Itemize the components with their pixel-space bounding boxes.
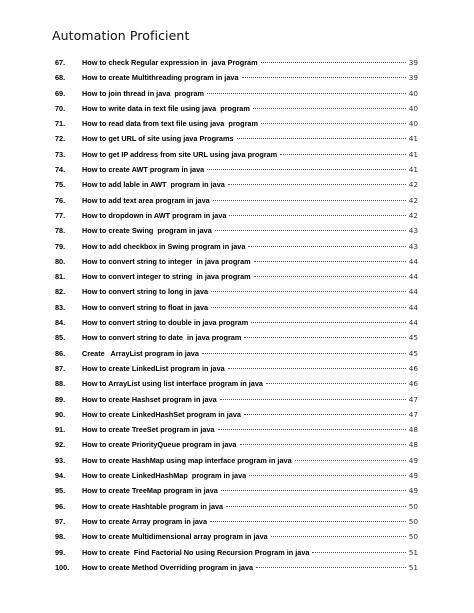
dot-leader [256, 567, 406, 568]
toc-entry-number: 95. [55, 486, 66, 496]
dot-leader [211, 307, 406, 308]
toc-entry[interactable] [0, 514, 474, 529]
dot-leader [228, 184, 406, 185]
toc-entry-line [82, 208, 418, 223]
toc-entry[interactable] [0, 55, 474, 70]
dot-leader [210, 521, 406, 522]
toc-entry-title[interactable]: How to create Multithreading program in java [82, 73, 239, 83]
toc-entry[interactable] [0, 545, 474, 560]
toc-entry-page-number: 51 [408, 562, 418, 572]
toc-entry-line [82, 55, 418, 70]
dot-leader [266, 383, 406, 384]
toc-entry-page-number: 43 [408, 226, 418, 236]
toc-entry-page-number: 48 [408, 425, 418, 435]
toc-entry[interactable] [0, 193, 474, 208]
toc-entry-number: 82. [55, 287, 66, 297]
toc-entry-title[interactable]: How to create Method Overriding program in java [82, 562, 254, 572]
toc-entry-page-number: 44 [408, 272, 418, 282]
toc-entry-page-number: 49 [408, 486, 418, 496]
toc-entry-line [82, 269, 418, 284]
toc-entry-page-number: 47 [408, 409, 418, 419]
toc-entry-title[interactable]: How to convert string to date in java program [82, 333, 242, 343]
toc-entry-title[interactable]: How to get IP address from site URL using java program [82, 149, 278, 159]
toc-entry[interactable] [0, 223, 474, 238]
toc-entry-line [82, 223, 418, 238]
toc-entry-title[interactable]: How to convert string to float in java [82, 302, 209, 312]
toc-entry[interactable] [0, 346, 474, 361]
toc-entry-title[interactable]: How to convert string to integer in java program [82, 256, 251, 266]
toc-entry-number: 79. [55, 241, 66, 251]
toc-entry-title[interactable]: How to read data from text file using java program [82, 119, 258, 129]
toc-entry-page-number: 41 [408, 165, 418, 175]
toc-entry-line [82, 361, 418, 376]
toc-entry-title[interactable]: How to create Array program in java [82, 516, 208, 526]
toc-entry[interactable] [0, 407, 474, 422]
toc-entry-number: 67. [55, 58, 66, 67]
toc-entry-page-number: 48 [408, 440, 418, 450]
toc-entry-line [82, 529, 418, 544]
toc-entry[interactable] [0, 284, 474, 299]
toc-entry-title[interactable]: How to create Hashset program in java [82, 394, 217, 404]
toc-entry-line [82, 545, 418, 560]
dot-leader [254, 276, 406, 277]
toc-entry-line [82, 147, 418, 162]
toc-entry-page-number: 45 [408, 333, 418, 343]
toc-entry-number: 96. [55, 501, 66, 511]
toc-entry-number: 68. [55, 73, 66, 83]
toc-entry-title[interactable]: How to dropdown in AWT program in java [82, 210, 227, 220]
toc-entry[interactable] [0, 147, 474, 162]
toc-entry-title[interactable]: How to create Swing program in java [82, 226, 212, 236]
toc-entry-number: 87. [55, 363, 66, 373]
toc-entry-number: 91. [55, 425, 66, 435]
toc-entry-line [82, 407, 418, 422]
dot-leader [218, 429, 406, 430]
toc-entry-page-number: 51 [408, 547, 418, 557]
toc-entry-page-number: 41 [408, 149, 418, 159]
toc-entry-number: 97. [55, 516, 66, 526]
toc-entry-number: 71. [55, 119, 66, 129]
dot-leader [251, 322, 405, 323]
toc-entry-line [82, 514, 418, 529]
toc-entry[interactable] [0, 269, 474, 284]
dot-leader [244, 337, 405, 338]
toc-entry-page-number: 44 [408, 318, 418, 328]
dot-leader [215, 230, 406, 231]
toc-entry-page-number: 40 [408, 119, 418, 129]
toc-entry-number: 77. [55, 210, 66, 220]
toc-entry-line [82, 86, 418, 101]
dot-leader [237, 138, 406, 139]
toc-entry-number: 92. [55, 440, 66, 450]
toc-entry-page-number: 44 [408, 302, 418, 312]
toc-entry[interactable] [0, 300, 474, 315]
toc-entry[interactable] [0, 131, 474, 146]
toc-entry[interactable] [0, 70, 474, 85]
dot-leader [226, 506, 406, 507]
toc-entry-page-number: 47 [408, 394, 418, 404]
toc-entry-number: 84. [55, 318, 66, 328]
toc-entry-page-number: 50 [408, 532, 418, 542]
toc-entry-title[interactable]: How to convert string to double in java program [82, 318, 249, 328]
toc-entry-title[interactable]: How to convert integer to string in java program [82, 272, 251, 282]
toc-entry-page-number: 43 [408, 241, 418, 251]
toc-entry-page-number: 49 [408, 455, 418, 465]
dot-leader [280, 154, 406, 155]
toc-entry-page-number: 49 [408, 471, 418, 481]
toc-entry-line [82, 315, 418, 330]
toc-entry-number: 75. [55, 180, 66, 190]
dot-leader [207, 169, 406, 170]
toc-entry-line [82, 437, 418, 452]
toc-entry-page-number: 41 [408, 134, 418, 144]
toc-entry-line [82, 162, 418, 177]
toc-entry-title[interactable]: How to join thread in java program [82, 88, 205, 98]
toc-entry-title[interactable]: How to create LinkedHashMap program in java [82, 471, 247, 481]
dot-leader [254, 261, 406, 262]
dot-leader [248, 246, 405, 247]
toc-entry-number: 73. [55, 149, 66, 159]
toc-entry[interactable] [0, 86, 474, 101]
dot-leader [249, 475, 405, 476]
toc-entry-line [82, 131, 418, 146]
toc-entry-page-number: 40 [408, 103, 418, 113]
toc-entry-page-number: 50 [408, 516, 418, 526]
toc-entry[interactable] [0, 529, 474, 544]
toc-entry-line [82, 116, 418, 131]
toc-entry[interactable] [0, 392, 474, 407]
toc-entry[interactable] [0, 315, 474, 330]
toc-entry-number: 76. [55, 195, 66, 205]
toc-entry-line [82, 468, 418, 483]
toc-entry-number: 99. [55, 547, 66, 557]
toc-entry-line [82, 239, 418, 254]
dot-leader [261, 123, 406, 124]
toc-entry-title[interactable]: How to create AWT program in java [82, 165, 205, 175]
toc-entry-title[interactable]: How to create LinkedList program in java [82, 363, 225, 373]
toc-entry[interactable] [0, 422, 474, 437]
toc-entry-number: 81. [55, 272, 66, 282]
toc-entry-number: 80. [55, 256, 66, 266]
toc-entry-line [82, 300, 418, 315]
toc-entry-title[interactable]: How to create Hashtable program in java [82, 501, 224, 511]
toc-entry-title[interactable]: How to create LinkedHashSet program in java [82, 409, 241, 419]
toc-entry-number: 70. [55, 103, 66, 113]
dot-leader [207, 93, 406, 94]
dot-leader [213, 200, 406, 201]
toc-entry-title[interactable]: How to write data in text file using java program [82, 103, 250, 113]
toc-entry-number: 74. [55, 165, 66, 175]
toc-entry-line [82, 422, 418, 437]
dot-leader [271, 536, 406, 537]
toc-entry-title[interactable]: How to ArrayList using list interface program in java [82, 379, 263, 389]
toc-entry-title[interactable]: How to get URL of site using java Programs [82, 134, 234, 144]
toc-entry[interactable] [0, 177, 474, 192]
toc-entry[interactable] [0, 468, 474, 483]
toc-entry-title[interactable]: How to create HashMap using map interface program in java [82, 455, 292, 465]
toc-entry-number: 78. [55, 226, 66, 236]
toc-entry-number: 72. [55, 134, 66, 144]
toc-entry-line [82, 453, 418, 468]
table-of-contents [0, 55, 474, 575]
toc-entry-number: 86. [55, 348, 66, 358]
toc-entry-line [82, 392, 418, 407]
toc-entry-page-number: 39 [408, 73, 418, 83]
toc-entry-title[interactable]: How to add lable in AWT program in java [82, 180, 225, 190]
toc-entry-page-number: 45 [408, 348, 418, 358]
dot-leader [240, 444, 406, 445]
toc-entry-number: 98. [55, 532, 66, 542]
toc-entry-title[interactable]: How to add checkbox in Swing program in java [82, 241, 246, 251]
toc-entry-number: 83. [55, 302, 66, 312]
dot-leader [229, 215, 405, 216]
toc-entry[interactable] [0, 376, 474, 391]
toc-entry-line [82, 499, 418, 514]
toc-entry[interactable] [0, 239, 474, 254]
toc-entry-line [82, 70, 418, 85]
toc-entry-title[interactable]: How to create Multidimensional array program in java [82, 532, 268, 542]
toc-entry-title[interactable]: How to create PriorityQueue program in java [82, 440, 237, 450]
dot-leader [244, 414, 406, 415]
toc-entry[interactable] [0, 499, 474, 514]
toc-entry[interactable] [0, 254, 474, 269]
dot-leader [202, 353, 406, 354]
dot-leader [295, 460, 406, 461]
toc-entry-number: 89. [55, 394, 66, 404]
page-header: Automation Proficient [52, 28, 190, 43]
toc-entry[interactable] [0, 330, 474, 345]
toc-entry[interactable] [0, 208, 474, 223]
dot-leader [261, 62, 406, 63]
toc-entry-title[interactable]: How to check Regular expression in java Program [82, 58, 258, 67]
toc-entry-page-number: 42 [408, 210, 418, 220]
toc-entry[interactable] [0, 560, 474, 575]
toc-entry[interactable] [0, 453, 474, 468]
toc-entry[interactable] [0, 162, 474, 177]
toc-entry[interactable] [0, 116, 474, 131]
toc-entry-number: 94. [55, 471, 66, 481]
toc-entry-page-number: 42 [408, 180, 418, 190]
toc-entry-line [82, 330, 418, 345]
toc-entry-number: 100. [55, 562, 70, 572]
dot-leader [312, 552, 405, 553]
toc-entry-number: 90. [55, 409, 66, 419]
toc-entry-line [82, 346, 418, 361]
dot-leader [220, 399, 406, 400]
toc-entry-line [82, 560, 418, 575]
toc-entry-title[interactable]: How to convert string to long in java [82, 287, 209, 297]
toc-entry-page-number: 40 [408, 88, 418, 98]
toc-entry-line [82, 284, 418, 299]
toc-entry-line [82, 177, 418, 192]
toc-entry[interactable] [0, 361, 474, 376]
toc-entry-line [82, 483, 418, 498]
toc-entry-line [82, 193, 418, 208]
toc-entry-title[interactable]: Create ArrayList program in java [82, 348, 199, 358]
toc-entry[interactable] [0, 483, 474, 498]
toc-entry-number: 85. [55, 333, 66, 343]
toc-entry[interactable] [0, 437, 474, 452]
toc-entry-number: 88. [55, 379, 66, 389]
toc-entry-page-number: 42 [408, 195, 418, 205]
toc-entry-page-number: 44 [408, 287, 418, 297]
toc-entry-line [82, 376, 418, 391]
dot-leader [253, 108, 406, 109]
toc-entry-page-number: 44 [408, 256, 418, 266]
dot-leader [211, 291, 406, 292]
dot-leader [242, 77, 406, 78]
dot-leader [228, 368, 406, 369]
toc-entry-line [82, 254, 418, 269]
toc-entry-page-number: 39 [408, 58, 418, 67]
toc-entry-line [82, 101, 418, 116]
toc-entry-title[interactable]: How to add text area program in java [82, 195, 210, 205]
toc-entry-number: 69. [55, 88, 66, 98]
toc-entry-page-number: 46 [408, 379, 418, 389]
dot-leader [221, 490, 406, 491]
toc-entry-page-number: 50 [408, 501, 418, 511]
toc-entry-title[interactable]: How to create TreeSet program in java [82, 425, 215, 435]
toc-entry-number: 93. [55, 455, 66, 465]
toc-entry-title[interactable]: How to create Find Factorial No using Recursion Program in java [82, 547, 310, 557]
toc-entry-page-number: 46 [408, 363, 418, 373]
toc-entry[interactable] [0, 101, 474, 116]
toc-entry-title[interactable]: How to create TreeMap program in java [82, 486, 218, 496]
